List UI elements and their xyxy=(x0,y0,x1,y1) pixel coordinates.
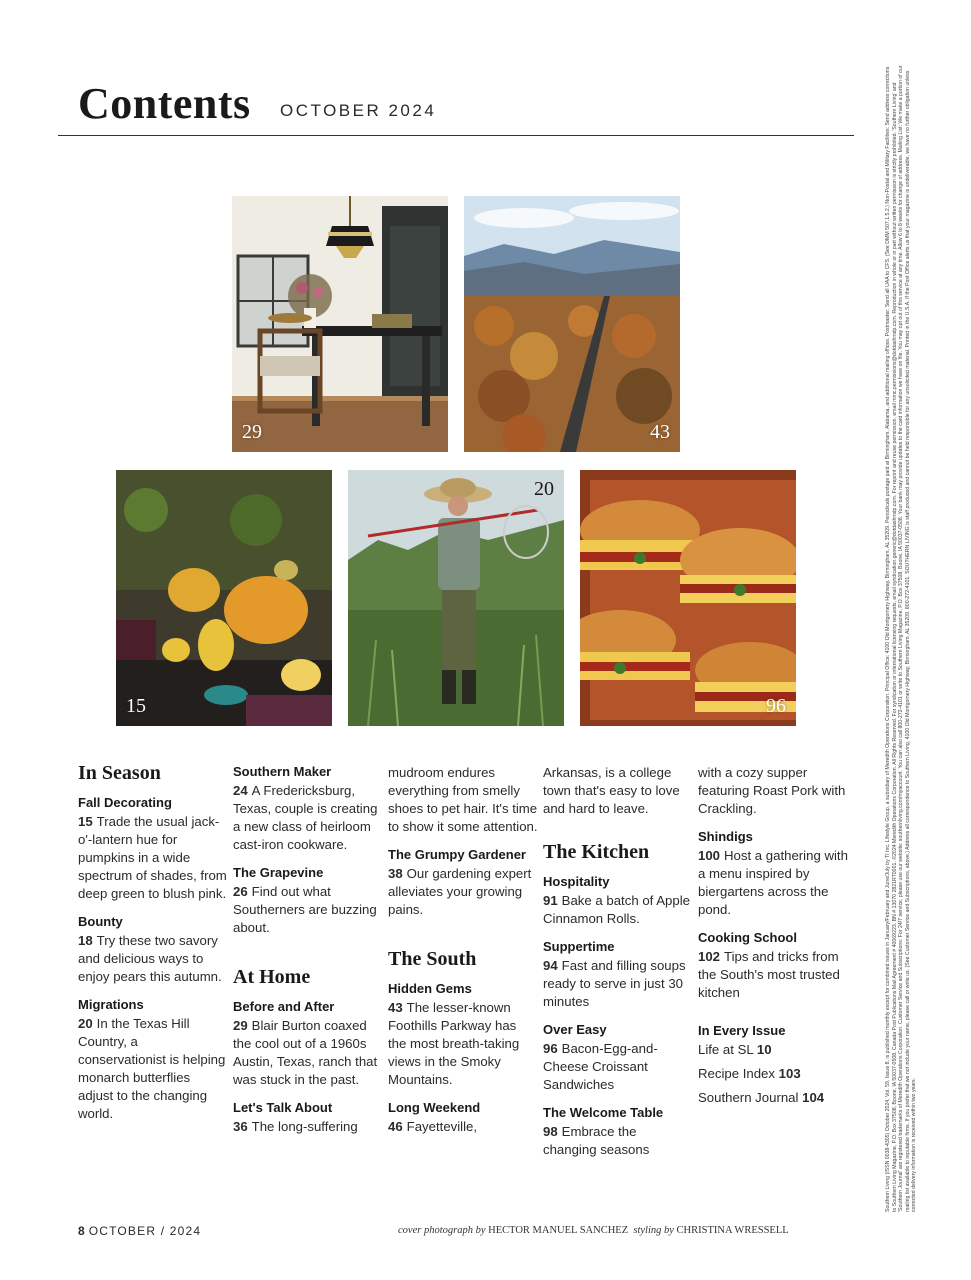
photo-page-number: 43 xyxy=(650,421,670,443)
mountain-road-illustration xyxy=(464,196,680,452)
legal-fine-print: Southern Living (ISSN 0038-4305) October 2024, Vol. 59, Issue 8, is published monthly except for combined issues in January/February and June/July by TI Inc. Lifestyle Group, a subsidiary of Meredith Operations Corporation. Principal Office: 4100 Old Montgomery Highway, Birmingham, AL 35209. Periodicals postage paid at Birmingham, Alabama, and additional mailing offices. Postmaster: Send all UAA to CFS. (See DMM 507.1.5.2.) Non-Postal and Military Facilities: Send address corrections to Southern Living Magazine, P.O. Box 37508, Boone, IA 50037-0508. Canada Post Publications Mail Agreement # 40069223. BN # 13070 2821RT0001. ©2024 Meredith Operations Corporation. All Rights Reserved. For syndication or international licensing requests, email syndication.generic@dotdashmdp.com. For reprint and reuse permission, email mmc.permissions@dotdashmdp.com. Reproduction in whole or in part without written permission is strictly prohibited. 'Southern Living' and 'Southern Journal' are registered trademarks of Meredith Operations Corporation. Customer Service and Subscriptions: For 24/7 service, please use our website: southernliving.com/myaccount. You can also call 800-272-4101 or write to Southern Living Magazine, P.O. Box 37508, Boone, IA 50037-0508. Your bank may provide updates to the card information we have on file. You may opt out of this service at any time. Allow 6 to 8 weeks for change of address. Mailing List: We make a portion of our mailing list available to reputable firms. If you prefer that we not include your name, please call or write us. (See Customer Service and Subscriptions, above.) Address all correspondence to Southern Living, 4100 Old Montgomery Highway, Birmingham, AL 35209. 800-272-4101. SOUTHERN LIVING is staff produced and cannot be held responsible for any unsolicited material. Printed in the U.S.A. If the Post Office alerts us that your magazine is undeliverable, we have no further obligation unless corrected delivery information is received within two years. xyxy=(885,65,918,1212)
photo-page-number: 29 xyxy=(242,421,262,443)
photo-page-number: 96 xyxy=(766,695,786,717)
section-title: The Kitchen xyxy=(543,841,650,863)
feature-entry xyxy=(233,1118,383,1136)
croissant-illustration xyxy=(580,470,796,726)
every-issue-entry xyxy=(698,1041,848,1059)
page-number: 24 xyxy=(233,783,248,798)
page-number: 43 xyxy=(388,1000,403,1015)
every-issue-label: Southern Journal xyxy=(698,1090,799,1105)
conservationist-illustration xyxy=(348,470,564,726)
feature-heading: Suppertime xyxy=(543,939,615,954)
every-issue-entry xyxy=(698,1089,848,1107)
feature-heading: Hospitality xyxy=(543,874,610,889)
feature-continuation: Arkansas, is a college town that's easy to love and hard to leave. xyxy=(543,765,680,816)
feature-heading: Long Weekend xyxy=(388,1100,481,1115)
page-number: 100 xyxy=(698,848,721,863)
folio-page-number: 8 xyxy=(78,1224,85,1238)
page-number: 18 xyxy=(78,933,93,948)
page-number: 98 xyxy=(543,1124,558,1139)
page-title: Contents xyxy=(78,79,251,128)
feature-heading: Migrations xyxy=(78,997,144,1012)
feature-description: Fast and filling soups ready to serve in just 30 minutes xyxy=(543,958,686,1009)
feature-entry xyxy=(543,1040,693,1094)
credit-photo-name: HECTOR MANUEL SANCHEZ xyxy=(488,1225,629,1236)
header-divider xyxy=(58,135,854,136)
feature-entry xyxy=(543,892,693,928)
photo-page-number: 15 xyxy=(126,695,146,717)
page-number: 46 xyxy=(388,1119,403,1134)
feature-entry xyxy=(698,847,848,919)
photo-mountain-parkway xyxy=(464,196,680,452)
feature-continuation: mudroom endures everything from smelly shoes to pet hair. It's time to show it some attention. xyxy=(388,765,538,834)
credit-style-label: styling by xyxy=(633,1225,674,1236)
feature-heading: The Grumpy Gardener xyxy=(388,847,526,862)
feature-description: Bacon-Egg-and-Cheese Croissant Sandwiches xyxy=(543,1041,658,1092)
pumpkins-illustration xyxy=(116,470,332,726)
every-issue-label: Recipe Index xyxy=(698,1066,775,1081)
feature-entry xyxy=(388,999,538,1089)
feature-entry xyxy=(233,782,383,854)
feature-entry xyxy=(78,1015,228,1123)
page-number: 91 xyxy=(543,893,558,908)
page-number: 26 xyxy=(233,884,248,899)
feature-heading: The Welcome Table xyxy=(543,1105,664,1120)
page-number: 36 xyxy=(233,1119,248,1134)
photo-pumpkins xyxy=(116,470,332,726)
section-title: The South xyxy=(388,948,477,970)
photo-croissant-sandwiches xyxy=(580,470,796,726)
feature-entry xyxy=(543,957,693,1011)
feature-description: The long-suffering xyxy=(251,1119,358,1134)
feature-description: The lesser-known Foothills Parkway has the most breath-taking views in the Smoky Mountains. xyxy=(388,1000,520,1087)
feature-description: Tips and tricks from the South's most trusted kitchen xyxy=(698,949,840,1000)
folio-date: OCTOBER / 2024 xyxy=(88,1224,202,1238)
page-number: 15 xyxy=(78,814,93,829)
feature-entry xyxy=(233,1017,383,1089)
feature-entry xyxy=(78,932,228,986)
feature-description: Trade the usual jack-o'-lantern hue for pumpkins in a wide spectrum of shades, from deep green to blush pink. xyxy=(78,814,227,901)
page-number: 104 xyxy=(802,1090,825,1105)
feature-description: A Fredericksburg, Texas, couple is creating a new class of heirloom cast-iron cookware. xyxy=(233,783,378,852)
toc-column-1 xyxy=(78,762,228,1134)
feature-heading: Let's Talk About xyxy=(233,1100,333,1115)
feature-heading: Over Easy xyxy=(543,1022,607,1037)
feature-description: Try these two savory and delicious ways to enjoy pears this autumn. xyxy=(78,933,222,984)
page-number: 20 xyxy=(78,1016,93,1031)
feature-description: Embrace the changing seasons xyxy=(543,1124,650,1157)
feature-description: Blair Burton coaxed the cool out of a 1960s Austin, Texas, ranch that was stuck in the past. xyxy=(233,1018,378,1087)
feature-entry xyxy=(543,1123,693,1159)
page-number: 94 xyxy=(543,958,558,973)
toc-column-5 xyxy=(698,764,848,1118)
page-number: 38 xyxy=(388,866,403,881)
dining-room-illustration xyxy=(232,196,448,452)
page-number: 103 xyxy=(778,1066,801,1081)
page-number: 102 xyxy=(698,949,721,964)
feature-description: Fayetteville, xyxy=(406,1119,478,1134)
section-title: At Home xyxy=(233,966,311,988)
feature-description: Bake a batch of Apple Cinnamon Rolls. xyxy=(543,893,690,926)
credit-style-name: CHRISTINA WRESSELL xyxy=(676,1225,789,1236)
feature-heading: Shindigs xyxy=(698,829,753,844)
feature-entry xyxy=(388,1118,538,1136)
feature-heading: Before and After xyxy=(233,999,335,1014)
cover-credits xyxy=(398,1225,789,1236)
feature-description: Our gardening expert alleviates your growing pains. xyxy=(388,866,532,917)
feature-heading: Cooking School xyxy=(698,930,797,945)
page-number: 10 xyxy=(756,1042,772,1057)
feature-heading: Bounty xyxy=(78,914,123,929)
page-number: 96 xyxy=(543,1041,558,1056)
page-number: 29 xyxy=(233,1018,248,1033)
feature-heading: Fall Decorating xyxy=(78,795,172,810)
photo-dining-room xyxy=(232,196,448,452)
toc-column-2 xyxy=(233,764,383,1147)
every-issue-label: Life at SL xyxy=(698,1042,754,1057)
feature-heading: Hidden Gems xyxy=(388,981,472,996)
toc-column-3 xyxy=(388,764,538,1147)
section-title: In Season xyxy=(78,762,161,784)
toc-column-4 xyxy=(543,764,693,1170)
photo-page-number: 20 xyxy=(534,478,554,500)
feature-description: Find out what Southerners are buzzing about. xyxy=(233,884,377,935)
feature-heading: The Grapevine xyxy=(233,865,324,880)
feature-description: In the Texas Hill Country, a conservationist is helping monarch butterflies adjust to the changing world. xyxy=(78,1016,226,1121)
every-issue-heading: In Every Issue xyxy=(698,1023,786,1038)
feature-entry xyxy=(388,865,538,919)
feature-entry xyxy=(78,813,228,903)
feature-description: Host a gathering with a menu inspired by biergartens across the pond. xyxy=(698,848,848,917)
feature-entry xyxy=(233,883,383,937)
issue-date: OCTOBER 2024 xyxy=(280,101,437,120)
credit-photo-label: cover photograph by xyxy=(398,1225,486,1236)
feature-entry xyxy=(698,948,848,1002)
feature-heading: Southern Maker xyxy=(233,764,332,779)
every-issue-entry xyxy=(698,1065,848,1083)
photo-conservationist xyxy=(348,470,564,726)
folio xyxy=(78,1224,201,1238)
feature-continuation: with a cozy supper featuring Roast Pork with Crackling. xyxy=(698,765,846,816)
